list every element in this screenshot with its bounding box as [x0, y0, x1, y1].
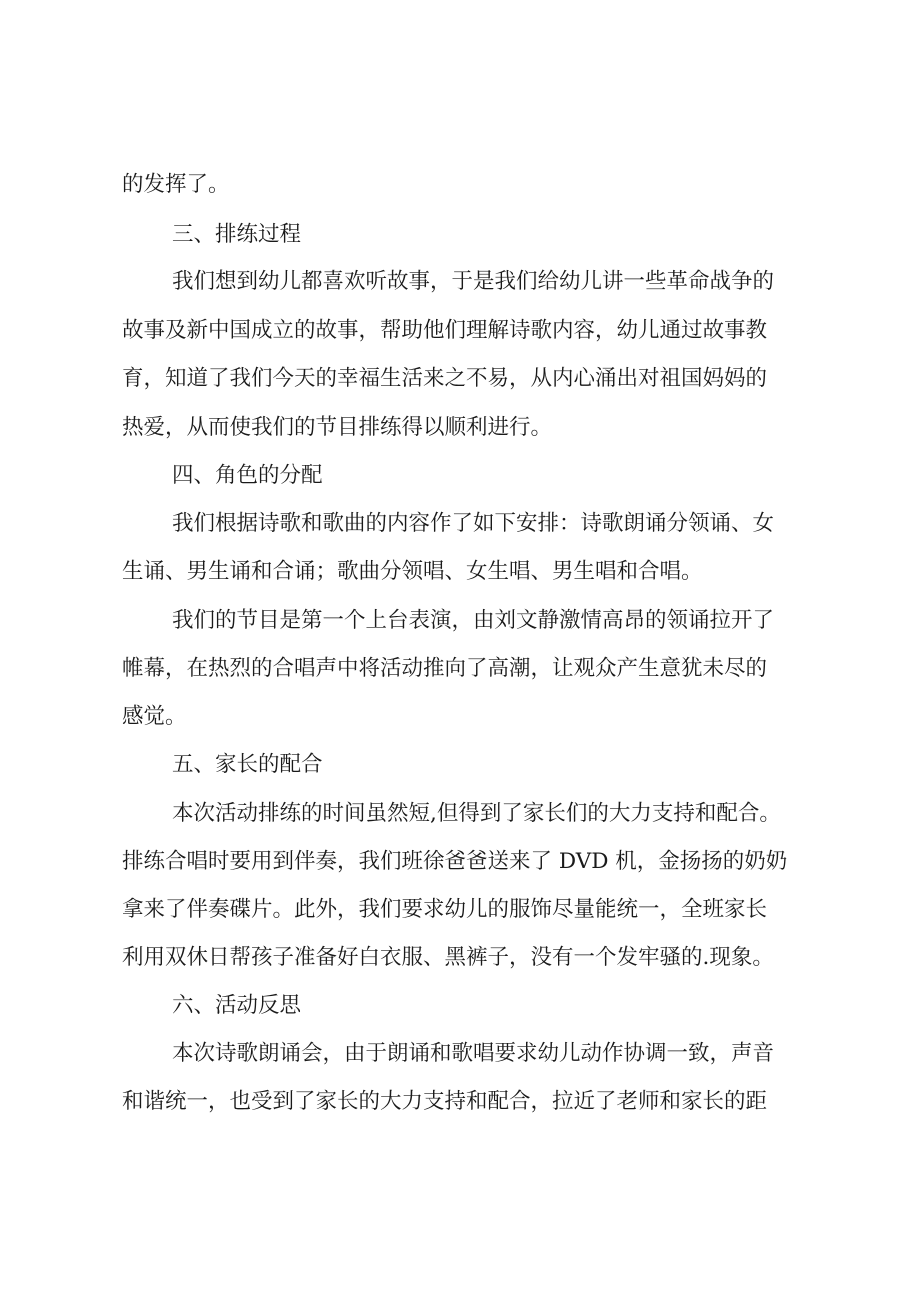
body-text-line: 我们想到幼儿都喜欢听故事，于是我们给幼儿讲一些革命战争的 — [172, 269, 775, 294]
body-text-line: 的发挥了。 — [122, 172, 230, 197]
body-text-line: 我们根据诗歌和歌曲的内容作了如下安排：诗歌朗诵分领诵、女 — [172, 511, 775, 536]
section-heading-parents: 五、家长的配合 — [172, 752, 323, 777]
body-text-line: 拿来了伴奏碟片。此外，我们要求幼儿的服饰尽量能统一，全班家长 — [122, 897, 768, 922]
body-text-line: 本次活动排练的时间虽然短,但得到了家长们的大力支持和配合。 — [172, 801, 781, 826]
section-heading-reflection: 六、活动反思 — [172, 993, 302, 1018]
section-heading-roles: 四、角色的分配 — [172, 463, 323, 488]
body-text-line: 帷幕，在热烈的合唱声中将活动推向了高潮，让观众产生意犹未尽的 — [122, 656, 768, 681]
body-text-line: 我们的节目是第一个上台表演，由刘文静激情高昂的领诵拉开了 — [172, 608, 775, 633]
body-text-line: 生诵、男生诵和合诵；歌曲分领唱、女生唱、男生唱和合唱。 — [122, 559, 703, 584]
body-text-line: 热爱，从而使我们的节目排练得以顺利进行。 — [122, 415, 553, 440]
body-text-line: 利用双休日帮孩子准备好白衣服、黑裤子，没有一个发牢骚的.现象。 — [122, 945, 774, 970]
body-text-line: 和谐统一，也受到了家长的大力支持和配合，拉近了老师和家长的距 — [122, 1089, 768, 1114]
body-text-line: 感觉。 — [122, 704, 187, 729]
body-text-line: 育，知道了我们今天的幸福生活来之不易，从内心涌出对祖国妈妈的 — [122, 366, 768, 391]
section-heading-rehearsal: 三、排练过程 — [172, 222, 302, 247]
body-text-line: 故事及新中国成立的故事，帮助他们理解诗歌内容，幼儿通过故事教 — [122, 318, 768, 343]
body-text-line: 排练合唱时要用到伴奏，我们班徐爸爸送来了 DVD 机，金扬扬的奶奶 — [122, 849, 788, 874]
body-text-line: 本次诗歌朗诵会，由于朗诵和歌唱要求幼儿动作协调一致，声音 — [172, 1041, 775, 1066]
